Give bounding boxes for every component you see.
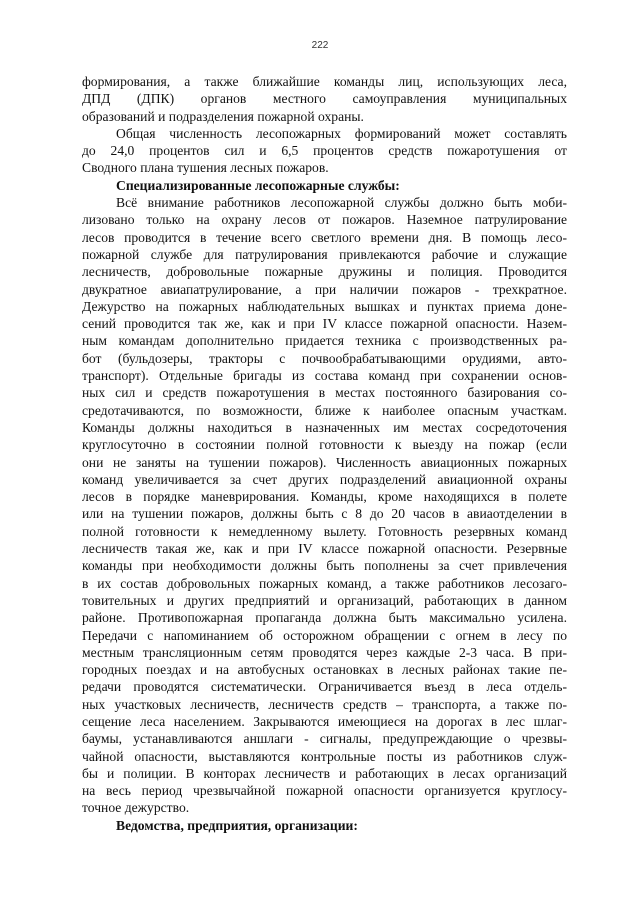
paragraph	[82, 194, 567, 817]
text-line: лесов в порядке маневрирования. Команды, кроме находящихся в полете	[82, 489, 567, 505]
text-line: ным командам дополнительно придается техника с производственных ра-	[82, 333, 567, 349]
text-line: лесничеств, добровольные пожарные дружины и полиция. Проводится	[82, 264, 567, 280]
text-line: местным трансляционным сетям проводятся через каждые 2-3 часа. В при-	[82, 644, 567, 660]
document-body	[82, 73, 567, 834]
page-number: 222	[311, 40, 329, 51]
text-line: команды при необходимости должны быть пополнены за счет привлечения	[82, 558, 567, 574]
text-line: редачи проводятся систематически. Ограничивается въезд в леса отдель-	[82, 679, 567, 695]
section-heading	[82, 817, 567, 834]
text-line: сещение леса населением. Закрываются имеющиеся на дорогах в лес шлаг-	[82, 713, 567, 729]
text-line: бы и полиции. В конторах лесничеств и работающих в лесах организаций	[82, 765, 567, 781]
text-line: Команды должны находиться в назначенных им местах сосредоточения	[82, 419, 567, 435]
text-line: лесничеств такая же, как и при IV классе пожарной опасности. Резервные	[82, 541, 567, 557]
text-line: ных сил и средств пожаротушения в местах постоянного базирования со-	[82, 385, 567, 401]
text-line: Дежурство на пожарных наблюдательных вышках и пунктах приема доне-	[82, 298, 567, 314]
text-line: Сводного плана тушения лесных пожаров.	[82, 160, 329, 176]
text-line: Специализированные лесопожарные службы:	[116, 177, 400, 193]
text-line: товительных и других предприятий и организаций, работающих в данном	[82, 592, 567, 608]
text-line: или на тушении пожаров, должны быть с 8 до 20 часов в авиаотделении в	[82, 506, 567, 522]
text-line: образований и подразделения пожарной охраны.	[82, 108, 364, 124]
text-line: на весь период чрезвычайной пожарной опасности организуется круглосу-	[82, 783, 567, 799]
text-line: двукратное авиапатрулирование, а при наличии пожаров - трехкратное.	[82, 281, 567, 297]
text-line: они не заняты на тушении пожаров). Численность авиационных пожарных	[82, 454, 567, 470]
text-line: Ведомства, предприятия, организации:	[116, 817, 358, 833]
paragraph	[82, 73, 567, 125]
text-line: команд увеличивается за счет других подразделений авиационной охраны	[82, 471, 567, 487]
text-line: полной готовности к немедленному вылету. Готовность резервных команд	[82, 523, 567, 539]
text-line: лизовано только на охрану лесов от пожаров. Наземное патрулирование	[82, 212, 567, 228]
text-line: пожарной службе для патрулирования привлекаются рабочие и служащие	[82, 246, 567, 262]
text-line: сений проводится так же, как и при IV классе пожарной опасности. Назем-	[82, 316, 567, 332]
text-line: формирования, а также ближайшие команды лиц, использующих леса,	[82, 74, 567, 89]
text-line: бот (бульдозеры, тракторы с почвообрабатывающими орудиями, авто-	[82, 350, 567, 366]
text-line: в их состав добровольных пожарных команд, а также работников лесозаго-	[82, 575, 567, 591]
text-line: Передачи с напоминанием об осторожном обращении с огнем в лесу по	[82, 627, 567, 643]
text-line: чайной опасности, выставляются контрольные посты из работников служ-	[82, 748, 567, 764]
section-heading	[82, 177, 567, 194]
text-line: баумы, устанавливаются аншлаги - сигналы, предупреждающие о чрезвы-	[82, 731, 567, 747]
paragraph	[82, 125, 567, 177]
text-line: ных участковых лесничеств, лесничеств средств – транспорта, а также по-	[82, 696, 567, 712]
text-line: районе. Противопожарная пропаганда должна быть максимально усилена.	[82, 610, 567, 626]
text-line: до 24,0 процентов сил и 6,5 процентов средств пожаротушения от	[82, 143, 567, 159]
text-line: круглосуточно в состоянии полной готовности к выезду на пожар (если	[82, 437, 567, 453]
text-line: городных поездах и на автобусных остановках в лесных районах такие пе-	[82, 662, 567, 678]
text-line: лесов проводится в течение всего светлого времени дня. В помощь лесо-	[82, 229, 567, 245]
text-line: ДПД (ДПК) органов местного самоуправления муниципальных	[82, 91, 567, 107]
text-line: Всё внимание работников лесопожарной службы должно быть моби-	[116, 195, 567, 211]
text-line: средотачиваются, по возможности, ближе к наиболее опасным участкам.	[82, 402, 567, 418]
text-line: транспорт). Отдельные бригады из состава команд при сохранении основ-	[82, 368, 567, 384]
text-line: точное дежурство.	[82, 800, 190, 816]
text-line: Общая численность лесопожарных формирований может составлять	[116, 125, 567, 141]
